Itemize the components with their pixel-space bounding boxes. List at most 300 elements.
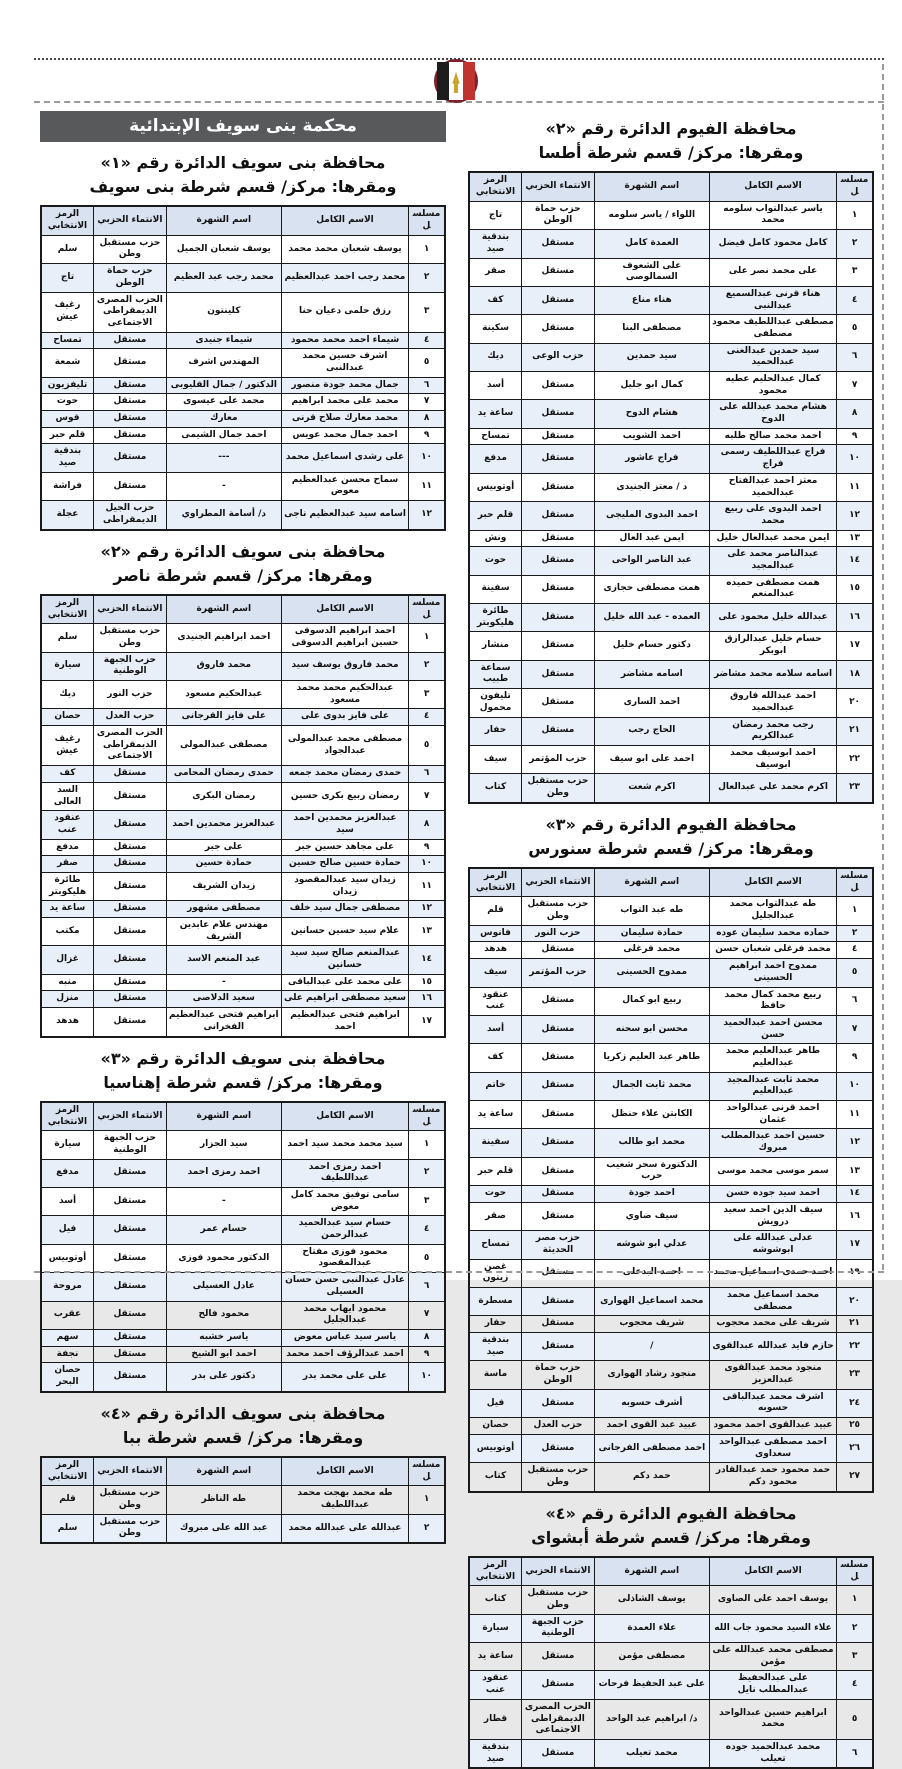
candidate-row xyxy=(469,925,873,942)
district-title: محافظة الفيوم الدائرة رقم «٣» xyxy=(545,814,797,834)
cell-known-as: ابراهيم فتحى عبدالعظيم الفخرانى xyxy=(166,1008,281,1037)
cell-full-name: محمود فوزى مفتاح عبدالمقصود xyxy=(281,1244,408,1272)
cell-serial: ١٣ xyxy=(837,1157,873,1185)
cell-serial: ١٠ xyxy=(837,445,873,473)
cell-full-name: منجود محمد عبدالقوى عبدالعزيز xyxy=(709,1361,836,1389)
candidates-table xyxy=(40,594,446,1038)
column-header: مسلسل xyxy=(409,1102,445,1131)
candidate-row xyxy=(469,286,873,314)
cell-full-name: رجب محمد رمضان عبدالكريم xyxy=(709,717,836,745)
content-columns xyxy=(40,108,874,1769)
cell-party: حزب مستقبل وطن xyxy=(94,235,167,263)
cell-full-name: سيف الدين احمد سعيد درويش xyxy=(709,1202,836,1230)
cell-party: حزب مستقبل وطن xyxy=(94,1514,167,1543)
cell-full-name: مصطفى محمد عبدالله على مؤمن xyxy=(709,1643,836,1671)
cell-known-as: على جبر xyxy=(166,839,281,856)
candidate-row xyxy=(41,1346,445,1363)
cell-serial: ٤ xyxy=(409,709,445,726)
cell-known-as: كلينتون xyxy=(166,292,281,332)
candidate-row xyxy=(41,1486,445,1514)
cell-party: حزب النور xyxy=(522,925,595,942)
cell-full-name: هناء قرنى عبدالسميع عبدالنبى xyxy=(709,286,836,314)
column-header: الرمز الانتخابي xyxy=(469,868,522,897)
cell-party: مستقل xyxy=(522,1259,595,1287)
eagle-icon xyxy=(451,72,461,93)
cell-full-name: اشرف حسين محمد عبدالنبى xyxy=(281,349,408,377)
column-header: الاسم الكامل xyxy=(281,1457,408,1486)
cell-symbol: قوس xyxy=(41,411,94,428)
cell-serial: ٨ xyxy=(837,400,873,428)
cell-symbol: حوت xyxy=(469,1186,522,1203)
cell-full-name: حماده محمد سليمان عوده xyxy=(709,925,836,942)
candidate-row xyxy=(469,1739,873,1768)
cell-full-name: ايمن محمد عبدالعال خليل xyxy=(709,530,836,547)
cell-party: مستقل xyxy=(94,444,167,472)
cell-symbol: صقر xyxy=(469,258,522,286)
district-title: محافظة بنى سويف الدائرة رقم «٤» xyxy=(100,1403,386,1423)
cell-known-as: احمد الشويب xyxy=(594,428,709,445)
cell-party: مستقل xyxy=(522,286,595,314)
cell-symbol: سلم xyxy=(41,235,94,263)
cell-symbol: أوتوبيس xyxy=(469,473,522,501)
cell-full-name: ياسر سيد عباس معوض xyxy=(281,1329,408,1346)
column-header: مسلسل xyxy=(837,1557,873,1586)
cell-serial: ٤ xyxy=(409,1216,445,1244)
cell-known-as: مصطفى مؤمن xyxy=(594,1643,709,1671)
cell-serial: ٢١ xyxy=(837,1316,873,1333)
candidate-row xyxy=(41,946,445,974)
fayoum-column xyxy=(468,108,874,1769)
cell-serial: ٥ xyxy=(837,315,873,343)
column-header: اسم الشهرة xyxy=(166,1102,281,1131)
cell-known-as: هناء مناع xyxy=(594,286,709,314)
cell-known-as: --- xyxy=(166,444,281,472)
cell-party: مستقل xyxy=(94,991,167,1008)
cell-symbol: ماسة xyxy=(469,1361,522,1389)
cell-symbol: عنقود عنب xyxy=(469,1671,522,1699)
cell-known-as: طه عبد التواب xyxy=(594,897,709,925)
right-margin-dashed-rule xyxy=(882,64,884,1270)
column-header: اسم الشهرة xyxy=(594,868,709,897)
cell-symbol: غصن زيتون xyxy=(469,1259,522,1287)
cell-symbol: منزل xyxy=(41,991,94,1008)
candidate-row xyxy=(469,1072,873,1100)
cell-serial: ١٤ xyxy=(837,1186,873,1203)
candidate-row xyxy=(469,987,873,1015)
cell-serial: ١٧ xyxy=(837,632,873,660)
cell-party: حزب مستقبل وطن xyxy=(522,1463,595,1492)
candidates-table xyxy=(40,1101,446,1393)
cell-serial: ١٣ xyxy=(409,918,445,946)
cell-party: مستقل xyxy=(522,1389,595,1417)
cell-party: حزب الوعى xyxy=(522,343,595,371)
candidate-row xyxy=(41,872,445,900)
cell-known-as: على فايز القرجانى xyxy=(166,709,281,726)
cell-symbol: فيل xyxy=(41,1216,94,1244)
cell-party: مستقل xyxy=(522,547,595,575)
cell-symbol: ساعة يد xyxy=(469,1643,522,1671)
cell-known-as: حمادة حسين xyxy=(166,856,281,873)
cell-symbol: بندقية صيد xyxy=(41,444,94,472)
cell-symbol: مدفع xyxy=(469,445,522,473)
cell-serial: ١٦ xyxy=(409,991,445,1008)
cell-serial: ٢ xyxy=(409,1514,445,1543)
cell-party: مستقل xyxy=(94,1008,167,1037)
cell-serial: ١٠ xyxy=(837,1072,873,1100)
candidate-row xyxy=(41,427,445,444)
candidate-row xyxy=(41,918,445,946)
cell-full-name: حازم فايد عبدالله عبدالقوى xyxy=(709,1333,836,1361)
cell-party: مستقل xyxy=(94,1273,167,1301)
candidate-row xyxy=(469,1614,873,1642)
cell-party: مستقل xyxy=(522,445,595,473)
column-header: مسلسل xyxy=(837,868,873,897)
cell-symbol: السد العالى xyxy=(41,782,94,810)
cell-full-name: زيدان سيد عبدالمقصود زيدان xyxy=(281,872,408,900)
cell-party: حزب المؤتمر xyxy=(522,959,595,987)
cell-serial: ٧ xyxy=(837,1015,873,1043)
candidate-row xyxy=(41,444,445,472)
candidate-row xyxy=(41,1188,445,1216)
cell-full-name: ربيع محمد كمال محمد حافظ xyxy=(709,987,836,1015)
cell-party: مستقل xyxy=(94,811,167,839)
cell-full-name: احمد البدوى على ربيع محمد xyxy=(709,502,836,530)
cell-full-name: احمد رمزى احمد عبداللطيف xyxy=(281,1159,408,1187)
cell-known-as: معارك xyxy=(166,411,281,428)
cell-full-name: على محمد على عبدالباقى xyxy=(281,974,408,991)
candidate-row xyxy=(469,1202,873,1230)
cell-serial: ١١ xyxy=(837,1101,873,1129)
cell-known-as: عبد الناصر الواحى xyxy=(594,547,709,575)
cell-party: حزب الجيل الديمقراطى xyxy=(94,501,167,530)
cell-full-name: طه محمد بهجت محمد عبداللطيف xyxy=(281,1486,408,1514)
cell-known-as: حسام عمر xyxy=(166,1216,281,1244)
cell-serial: ١ xyxy=(837,1586,873,1614)
column-header: اسم الشهرة xyxy=(166,595,281,624)
cell-known-as: عبيد عبد القوى احمد xyxy=(594,1418,709,1435)
candidate-row xyxy=(469,959,873,987)
cell-known-as: ممدوح الحسينى xyxy=(594,959,709,987)
cell-full-name: حمدى رمضان محمد جمعه xyxy=(281,766,408,783)
candidate-row xyxy=(41,1363,445,1392)
cell-party: مستقل xyxy=(522,530,595,547)
candidate-row xyxy=(41,349,445,377)
district-section xyxy=(40,151,446,531)
cell-known-as: ايمن عبد العال xyxy=(594,530,709,547)
cell-full-name: احمد سيد جوده حسن xyxy=(709,1186,836,1203)
cell-symbol: سيارة xyxy=(469,1614,522,1642)
cell-serial: ٦ xyxy=(409,377,445,394)
cell-party: مستقل xyxy=(522,1157,595,1185)
cell-party: مستقل xyxy=(522,372,595,400)
cell-known-as: - xyxy=(166,472,281,500)
cell-known-as: محمد ثابت الجمال xyxy=(594,1072,709,1100)
cell-symbol: أوتوبيس xyxy=(41,1244,94,1272)
cell-symbol: سفينة xyxy=(469,575,522,603)
cell-known-as: احمد ابراهيم الجنيدى xyxy=(166,624,281,652)
cell-party: حزب مستقبل وطن xyxy=(522,1586,595,1614)
cell-party: حزب العدل xyxy=(94,709,167,726)
cell-full-name: مصطفى جمال سيد خلف xyxy=(281,901,408,918)
cell-known-as: محسن ابو سحنه xyxy=(594,1015,709,1043)
cell-known-as: - xyxy=(166,974,281,991)
cell-serial: ١٠ xyxy=(409,856,445,873)
cell-symbol: مدفع xyxy=(41,1159,94,1187)
candidate-row xyxy=(469,1586,873,1614)
cell-symbol: منشار xyxy=(469,632,522,660)
candidate-row xyxy=(469,575,873,603)
cell-known-as: شريف محجوب xyxy=(594,1316,709,1333)
cell-known-as: همت مصطفى حجازى xyxy=(594,575,709,603)
cell-serial: ٢ xyxy=(409,264,445,292)
cell-party: مستقل xyxy=(522,1186,595,1203)
cell-symbol: حصان xyxy=(469,1418,522,1435)
cell-symbol: طائرة هليكوبتر xyxy=(41,872,94,900)
cell-full-name: حمد محمود حمد عبدالقادر محمود دكم xyxy=(709,1463,836,1492)
cell-serial: ٩ xyxy=(409,839,445,856)
cell-serial: ١٧ xyxy=(837,1231,873,1259)
district-seat: ومقرها: مركز/ قسم شرطة إهناسيا xyxy=(103,1072,383,1092)
candidate-row xyxy=(469,547,873,575)
beni-suef-column xyxy=(40,108,446,1544)
cell-known-as: المهندس اشرف xyxy=(166,349,281,377)
cell-serial: ٢ xyxy=(837,230,873,258)
candidate-row xyxy=(469,660,873,688)
cell-known-as: شيماء جنيدى xyxy=(166,332,281,349)
cell-symbol: ساعة يد xyxy=(41,901,94,918)
cell-symbol: تليفون محمول xyxy=(469,689,522,717)
district-seat: ومقرها: مركز/ قسم شرطة ناصر xyxy=(113,565,373,585)
cell-full-name: عدلى عبدالله على ابوشوشه xyxy=(709,1231,836,1259)
cell-known-as: حمد دكم xyxy=(594,1463,709,1492)
cell-full-name: على فايز بدوى على xyxy=(281,709,408,726)
cell-full-name: احمد مصطفى عبدالواحد سعداوى xyxy=(709,1434,836,1462)
cell-known-as: اسامه مشاضر xyxy=(594,660,709,688)
cell-serial: ١٨ xyxy=(837,660,873,688)
cell-known-as: دكتور حسام خليل xyxy=(594,632,709,660)
district-section xyxy=(40,1047,446,1393)
column-header: الرمز الانتخابي xyxy=(41,595,94,624)
cell-symbol: كف xyxy=(41,766,94,783)
cell-party: مستقل xyxy=(94,1188,167,1216)
cell-full-name: يوسف شعبان محمد محمد xyxy=(281,235,408,263)
cell-full-name: طه عبدالتواب محمد عبدالجليل xyxy=(709,897,836,925)
cell-party: مستقل xyxy=(94,394,167,411)
cell-known-as: د / معتز الجنيدى xyxy=(594,473,709,501)
cell-party: حزب العدل xyxy=(522,1418,595,1435)
candidate-row xyxy=(41,1514,445,1543)
district-section xyxy=(468,813,874,1493)
cell-party: مستقل xyxy=(94,1159,167,1187)
cell-symbol: عقرب xyxy=(41,1301,94,1329)
cell-full-name: على عبدالحفيظ عبدالمطلب نايل xyxy=(709,1671,836,1699)
cell-symbol: سلم xyxy=(41,1514,94,1543)
cell-party: مستقل xyxy=(94,332,167,349)
cell-serial: ٢ xyxy=(409,652,445,680)
cell-known-as: هشام الدوح xyxy=(594,400,709,428)
cell-known-as: مصطفى مشهور xyxy=(166,901,281,918)
cell-party: مستقل xyxy=(522,230,595,258)
cell-party: مستقل xyxy=(522,1015,595,1043)
candidate-row xyxy=(41,332,445,349)
cell-serial: ٩ xyxy=(409,427,445,444)
cell-serial: ٢٧ xyxy=(837,1463,873,1492)
cell-known-as: د/ ابراهيم عبد الواحد xyxy=(594,1699,709,1739)
cell-serial: ١٦ xyxy=(837,1202,873,1230)
cell-symbol: عجلة xyxy=(41,501,94,530)
candidate-row xyxy=(469,428,873,445)
cell-party: حزب حماة الوطن xyxy=(522,201,595,229)
cell-serial: ٤ xyxy=(837,286,873,314)
cell-serial: ١٢ xyxy=(409,501,445,530)
cell-party: مستقل xyxy=(94,856,167,873)
cell-symbol: حصان البحر xyxy=(41,1363,94,1392)
cell-serial: ١٢ xyxy=(837,1129,873,1157)
cell-serial: ٦ xyxy=(837,1739,873,1768)
cell-full-name: عبدالعزيز محمدين احمد سيد xyxy=(281,811,408,839)
cell-serial: ٨ xyxy=(409,811,445,839)
cell-symbol: ونش xyxy=(469,530,522,547)
candidate-row xyxy=(469,1015,873,1043)
candidate-row xyxy=(41,1244,445,1272)
cell-known-as: سيف ضاوي xyxy=(594,1202,709,1230)
cell-party: حزب حماة الوطن xyxy=(94,264,167,292)
table-header-row xyxy=(41,595,445,624)
cell-known-as: محمد على عيسوى xyxy=(166,394,281,411)
cell-symbol: سيارة xyxy=(41,1131,94,1159)
cell-party: مستقل xyxy=(522,604,595,632)
cell-symbol: تاج xyxy=(41,264,94,292)
footer-dashed-rule xyxy=(34,1271,884,1273)
cell-party: مستقل xyxy=(522,717,595,745)
candidate-row xyxy=(41,1273,445,1301)
cell-symbol: رغيف عيش xyxy=(41,292,94,332)
candidate-row xyxy=(41,726,445,766)
cell-full-name: على رشدى اسماعيل محمد xyxy=(281,444,408,472)
cell-known-as: احمد ابو الشيخ xyxy=(166,1346,281,1363)
cell-full-name: حسام خليل عبدالرازق ابوبكر xyxy=(709,632,836,660)
district-section xyxy=(40,540,446,1038)
cell-symbol: ديك xyxy=(41,681,94,709)
cell-symbol: منبه xyxy=(41,974,94,991)
cell-party: مستقل xyxy=(94,472,167,500)
candidate-row xyxy=(41,901,445,918)
cell-symbol: سيف xyxy=(469,745,522,773)
candidates-table xyxy=(40,1456,446,1544)
cell-full-name: احمد حمدى اسماعيل محمد xyxy=(709,1259,836,1287)
candidate-row xyxy=(469,343,873,371)
cell-known-as: محمد تعيلب xyxy=(594,1739,709,1768)
candidate-row xyxy=(41,235,445,263)
cell-serial: ٥ xyxy=(409,1244,445,1272)
candidate-row xyxy=(469,502,873,530)
cell-party: حزب مستقبل وطن xyxy=(522,897,595,925)
cell-party: حزب مصر الحديثة xyxy=(522,1231,595,1259)
cell-party: مستقل xyxy=(522,315,595,343)
candidate-row xyxy=(469,1361,873,1389)
fayoum-sections xyxy=(468,117,874,1769)
cell-party: مستقل xyxy=(522,1434,595,1462)
cell-serial: ٣ xyxy=(409,292,445,332)
column-header: اسم الشهرة xyxy=(594,1557,709,1586)
cell-serial: ١ xyxy=(409,1486,445,1514)
cell-symbol: فانوس xyxy=(469,925,522,942)
cell-full-name: جمال محمد جودة منصور xyxy=(281,377,408,394)
column-header: الاسم الكامل xyxy=(709,172,836,201)
cell-symbol: كتاب xyxy=(469,1586,522,1614)
cell-full-name: احمد جمال محمد عويس xyxy=(281,427,408,444)
cell-serial: ٧ xyxy=(409,1301,445,1329)
candidate-row xyxy=(469,445,873,473)
candidate-row xyxy=(469,942,873,959)
cell-known-as: الدكتورة سحر شعيب حرب xyxy=(594,1157,709,1185)
cell-full-name: فراج عبداللطيف رسمى فراج xyxy=(709,445,836,473)
candidate-row xyxy=(469,1101,873,1129)
cell-serial: ٦ xyxy=(409,766,445,783)
column-header: اسم الشهرة xyxy=(166,206,281,235)
cell-known-as: د/ أسامة المطراوي xyxy=(166,501,281,530)
cell-symbol: هدهد xyxy=(41,1008,94,1037)
cell-symbol: عنقود عنب xyxy=(469,987,522,1015)
cell-known-as: عبد الله على مبروك xyxy=(166,1514,281,1543)
cell-party: مستقل xyxy=(522,632,595,660)
candidate-row xyxy=(41,839,445,856)
cell-symbol: أسد xyxy=(41,1188,94,1216)
cell-symbol: رغيف عيش xyxy=(41,726,94,766)
cell-known-as: عبدالحكيم مسعود xyxy=(166,681,281,709)
cell-known-as: محمد فاروق xyxy=(166,652,281,680)
cell-symbol: ساعة يد xyxy=(469,1101,522,1129)
cell-symbol: حفار xyxy=(469,717,522,745)
cell-symbol: بندقية صيد xyxy=(469,230,522,258)
cell-full-name: اشرف محمد عبدالباقى حسوبه xyxy=(709,1389,836,1417)
cell-full-name: رمضان ربيع بكرى حسين xyxy=(281,782,408,810)
cell-party: مستقل xyxy=(94,918,167,946)
cell-serial: ٩ xyxy=(837,428,873,445)
cell-known-as: احمد السارى xyxy=(594,689,709,717)
cell-known-as: ربيع ابو كمال xyxy=(594,987,709,1015)
cell-serial: ٣ xyxy=(409,681,445,709)
cell-party: مستقل xyxy=(522,1044,595,1072)
cell-serial: ٢٢ xyxy=(837,1333,873,1361)
district-section xyxy=(40,1402,446,1545)
cell-full-name: يوسف احمد على الصاوى xyxy=(709,1586,836,1614)
district-section xyxy=(468,117,874,804)
candidate-row xyxy=(41,411,445,428)
cell-party: الحزب المصرى الديمقراطى الاجتماعى xyxy=(522,1699,595,1739)
cell-full-name: محسن احمد عبدالحميد حسن xyxy=(709,1015,836,1043)
cell-known-as: احمد جمال الشيمى xyxy=(166,427,281,444)
candidate-row xyxy=(469,1129,873,1157)
cell-full-name: محمد معارك صلاح قرنى xyxy=(281,411,408,428)
cell-serial: ٢١ xyxy=(837,717,873,745)
cell-party: مستقل xyxy=(94,377,167,394)
cell-known-as: احمد البدوى المليجى xyxy=(594,502,709,530)
cell-party: مستقل xyxy=(94,411,167,428)
cell-symbol: مكتب xyxy=(41,918,94,946)
cell-full-name: محمد رجب احمد عبدالعظيم xyxy=(281,264,408,292)
cell-symbol: هدهد xyxy=(469,942,522,959)
cell-party: مستقل xyxy=(522,1333,595,1361)
cell-full-name: احمد عبدالله فاروق عبدالحميد xyxy=(709,689,836,717)
cell-serial: ٢٣ xyxy=(837,774,873,803)
table-header-row xyxy=(41,1102,445,1131)
cell-serial: ٩ xyxy=(837,1044,873,1072)
cell-symbol: مدفع xyxy=(41,839,94,856)
cell-known-as: محمد اسماعيل الهوارى xyxy=(594,1287,709,1315)
cell-known-as: الدكتور محمود فوزى xyxy=(166,1244,281,1272)
cell-serial: ٥ xyxy=(409,726,445,766)
